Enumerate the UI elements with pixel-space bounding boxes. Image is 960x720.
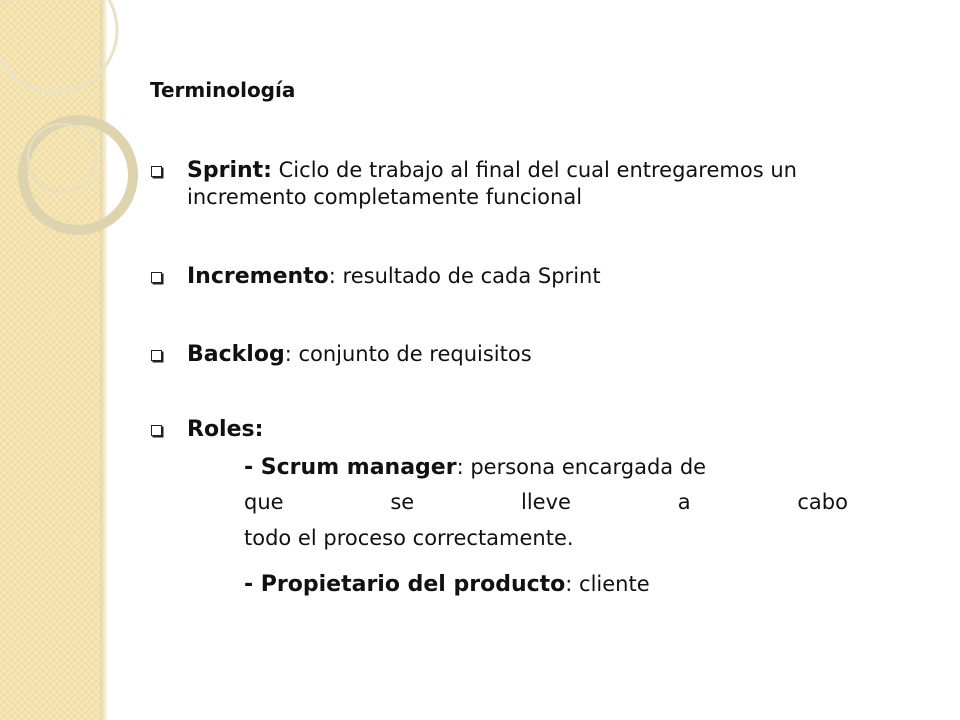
list-item-incremento — [151, 263, 851, 290]
checkbox-bullet-icon — [151, 425, 162, 436]
role-scrum-manager — [244, 450, 851, 485]
list-item-roles — [151, 416, 851, 443]
desc-backlog: : conjunto de requisitos — [284, 342, 532, 366]
term-backlog: Backlog — [187, 342, 285, 367]
deco-ring-inner — [28, 124, 96, 192]
decorative-rings — [0, 0, 140, 240]
word: que — [244, 490, 284, 514]
deco-ring-large — [23, 120, 133, 230]
term-incremento: Incremento — [187, 264, 329, 289]
desc-incremento: : resultado de cada Sprint — [328, 264, 601, 288]
checkbox-bullet-icon — [151, 272, 162, 283]
role-product-owner — [244, 567, 851, 602]
checkbox-bullet-icon — [151, 350, 162, 361]
desc-sprint: Ciclo de trabajo al final del cual entregaremos un incremento completamente funcional — [187, 158, 797, 209]
term-sprint: Sprint: — [187, 158, 272, 183]
list-item-backlog — [151, 341, 851, 368]
term-roles: Roles: — [187, 417, 264, 442]
list-item-sprint — [151, 157, 851, 211]
checkbox-bullet-icon — [151, 166, 162, 177]
deco-ring-top — [0, 0, 117, 92]
role-owner-term: - Propietario del producto — [244, 572, 566, 597]
slide-title: Terminología — [150, 78, 296, 102]
word: se — [390, 490, 415, 514]
role-scrum-line3: todo el proceso correctamente. — [244, 526, 574, 550]
role-scrum-line2 — [244, 485, 848, 519]
word: a — [677, 490, 691, 514]
role-scrum-desc: : persona encargada de — [456, 455, 707, 479]
role-owner-desc: : cliente — [565, 572, 650, 596]
word: lleve — [521, 490, 571, 514]
role-scrum-term: - Scrum manager — [244, 455, 457, 480]
word: cabo — [797, 490, 848, 514]
